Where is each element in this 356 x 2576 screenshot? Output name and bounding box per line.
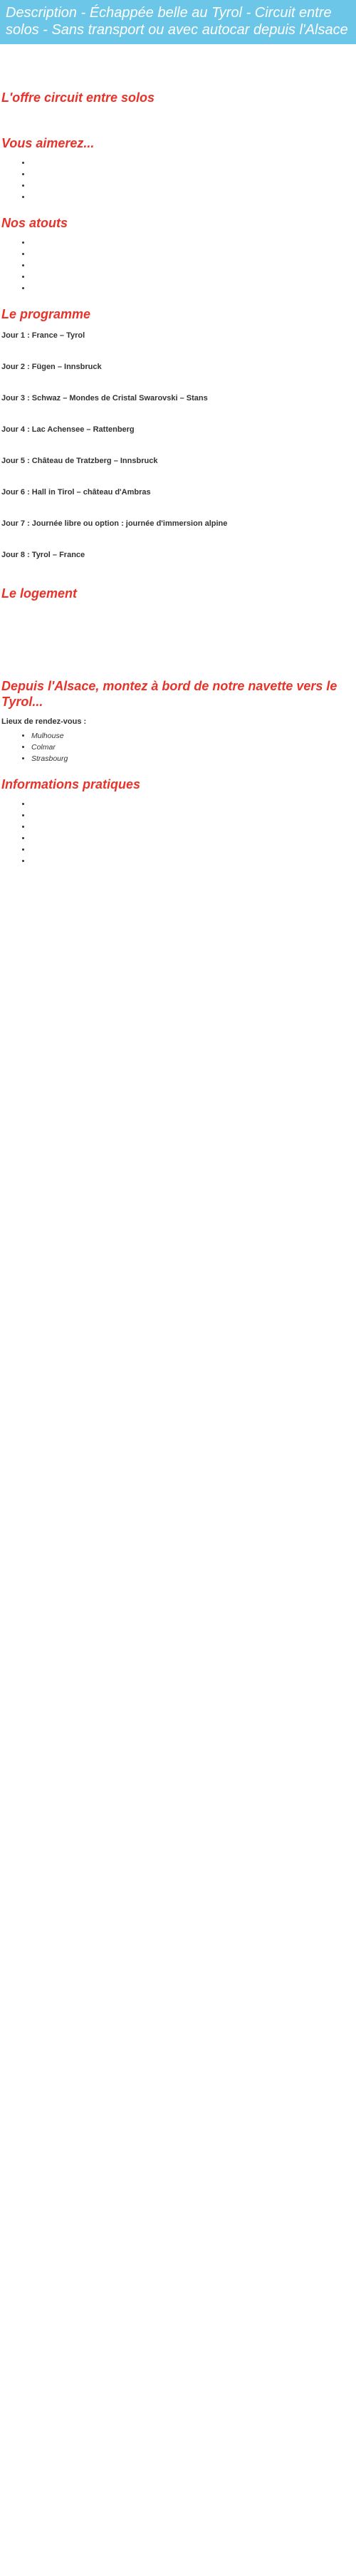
day-text [0, 343, 356, 353]
rendez-vous-list [0, 731, 356, 764]
list-item [31, 284, 356, 294]
day-title [0, 393, 356, 403]
intro-paragraph [0, 51, 356, 61]
page-title: Description - Échappée belle au Tyrol - Circuit entre solos - Sans transport ou avec autocar depuis l'Alsace [0, 0, 356, 44]
infos-heading: Informations pratiques [1, 777, 141, 791]
day-text [0, 437, 356, 447]
logement-paragraph [0, 624, 356, 634]
day-title-text: Jour 6 : Hall in Tirol – château d'Ambras [1, 488, 151, 497]
day-title-text: Jour 7 : Journée libre ou option : journée d'immersion alpine [1, 519, 228, 528]
atouts-list [0, 238, 356, 294]
list-item [31, 822, 356, 832]
list-item [31, 856, 356, 866]
list-item [31, 811, 356, 821]
list-item: • Mulhouse [31, 731, 356, 741]
rendez-vous-label: Lieux de rendez-vous : [1, 717, 87, 726]
day-text [0, 531, 356, 541]
day-title [0, 550, 356, 560]
day-title [0, 362, 356, 372]
vous-aimerez-list [0, 158, 356, 202]
programme-heading: Le programme [1, 307, 91, 321]
day-title [0, 519, 356, 529]
list-item [31, 261, 356, 271]
day-title-text: Jour 1 : France – Tyrol [1, 331, 85, 340]
logement-paragraph [0, 608, 356, 618]
logement-paragraph [0, 640, 356, 650]
list-item [31, 249, 356, 259]
logement-heading: Le logement [1, 586, 78, 601]
intro-paragraph [0, 67, 356, 77]
offre-paragraph [0, 113, 356, 123]
day-text [0, 375, 356, 385]
day-title-text: Jour 8 : Tyrol – France [1, 551, 85, 559]
page [0, 0, 356, 885]
day-title-text: Jour 3 : Schwaz – Mondes de Cristal Swarovski – Stans [1, 394, 208, 402]
day-text [0, 406, 356, 416]
list-item [31, 845, 356, 855]
day-title-text: Jour 2 : Fügen – Innsbruck [1, 363, 102, 371]
list-item [31, 170, 356, 180]
day-title-text: Jour 4 : Lac Achensee – Rattenberg [1, 425, 135, 434]
day-text [0, 563, 356, 573]
atouts-heading: Nos atouts [1, 216, 68, 230]
list-item [31, 272, 356, 282]
day-title [0, 456, 356, 466]
day-text [0, 500, 356, 510]
offre-heading: L'offre circuit entre solos [1, 90, 155, 105]
list-item [31, 833, 356, 843]
day-title-text: Jour 5 : Château de Tratzberg – Innsbruck [1, 457, 158, 465]
infos-list [0, 799, 356, 866]
vous-aimerez-heading: Vous aimerez... [1, 136, 95, 150]
alsace-heading: Depuis l'Alsace, montez à bord de notre navette vers le Tyrol... [1, 679, 337, 709]
day-title [0, 487, 356, 497]
list-item [31, 799, 356, 809]
list-item [31, 181, 356, 191]
list-item: • Strasbourg [31, 754, 356, 764]
day-text [0, 469, 356, 479]
logement-paragraph [0, 655, 356, 665]
list-item: • Colmar [31, 742, 356, 752]
list-item [31, 192, 356, 202]
day-title [0, 425, 356, 435]
list-item [31, 238, 356, 248]
day-title [0, 331, 356, 341]
list-item [31, 158, 356, 168]
